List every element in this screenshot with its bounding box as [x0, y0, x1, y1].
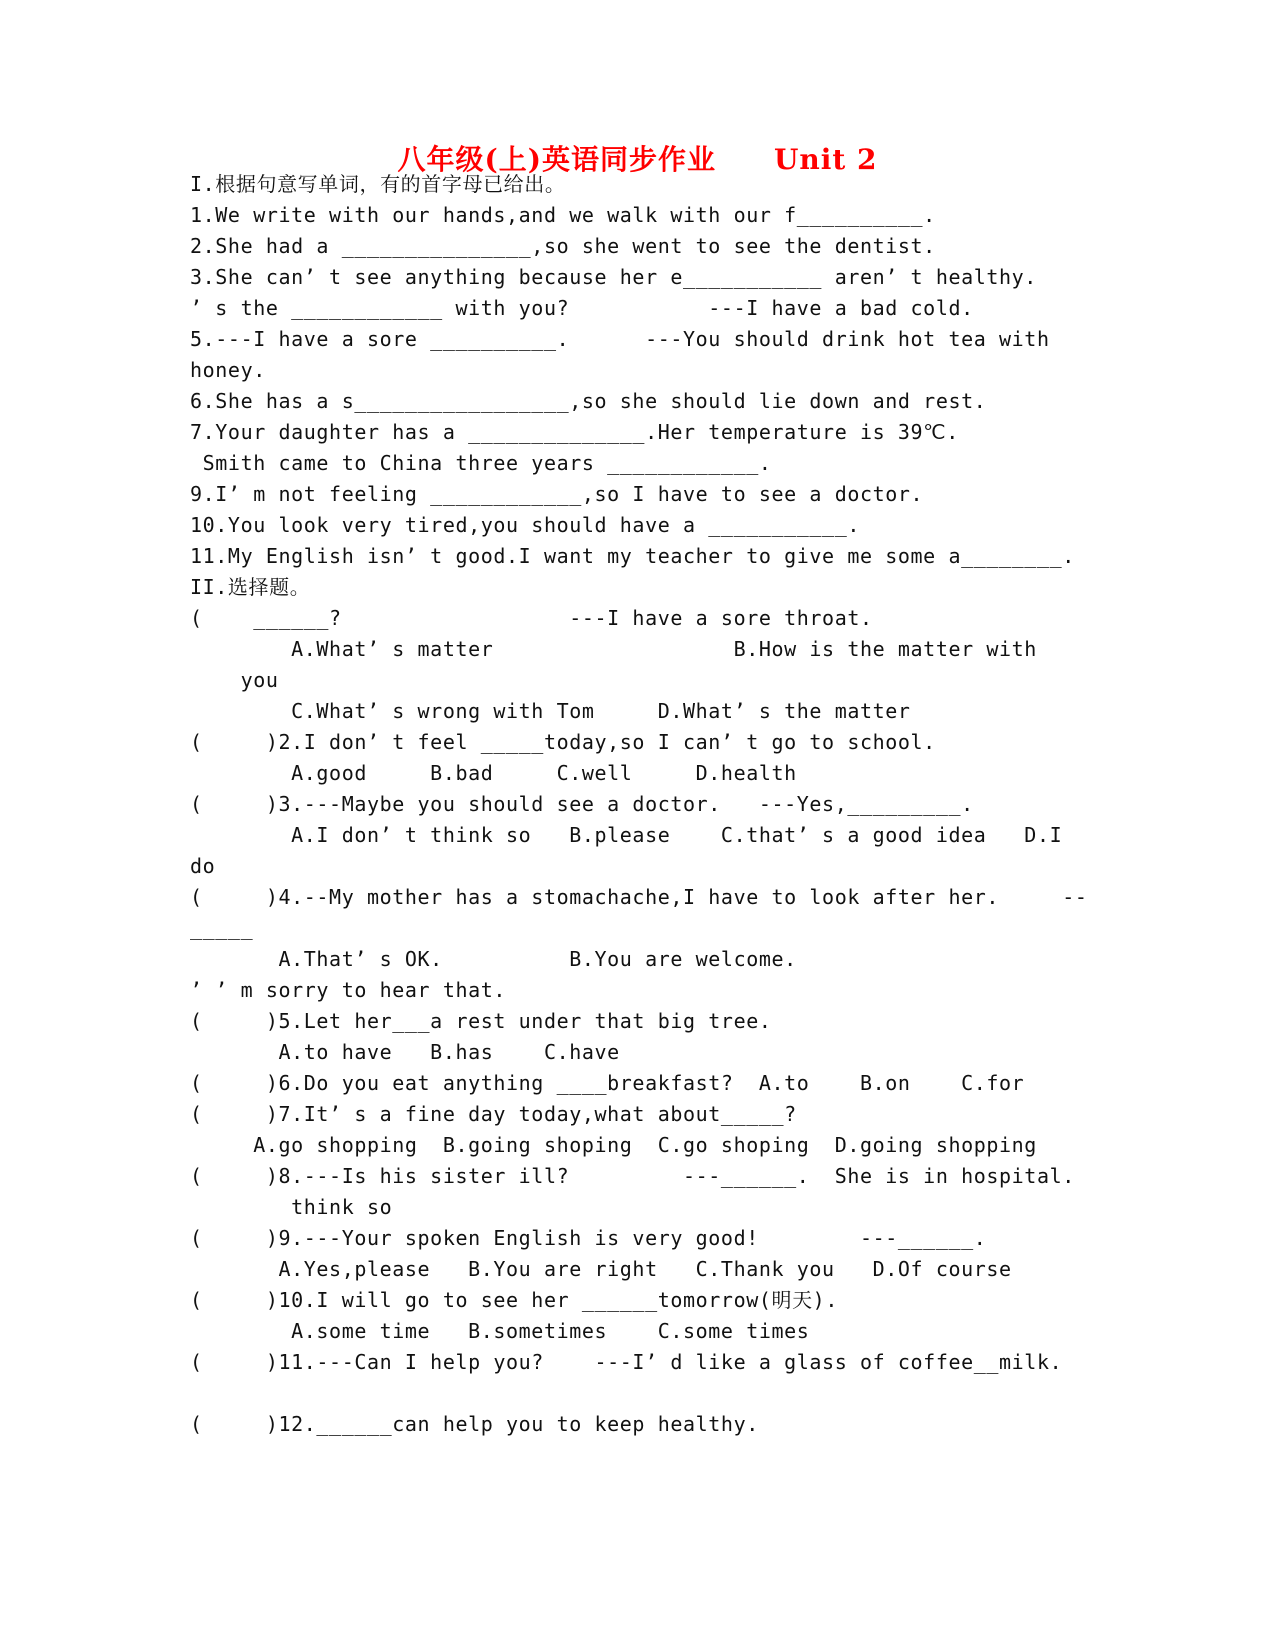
section2-line-9: do: [190, 854, 216, 878]
section2-line-26: ( )12.______can help you to keep healthy.: [190, 1412, 759, 1436]
section1-line-7: 7.Your daughter has a ______________.Her temperature is 39℃.: [190, 420, 959, 444]
section2-line-22: A.Yes,please B.You are right C.Thank you D.Of course: [190, 1257, 1012, 1281]
section2-line-12: A.That’ s OK. B.You are welcome.: [190, 947, 797, 971]
section2-line-5: ( )2.I don’ t feel _____today,so I can’ t go to school.: [190, 730, 936, 754]
section1-heading: I.根据句意写单词，有的首字母已给出。: [190, 172, 566, 196]
section2-line-3: you: [190, 668, 279, 692]
section2-line-11: _____: [190, 916, 254, 940]
section2-line-13: ’ ’ m sorry to hear that.: [190, 978, 507, 1002]
section2-line-16: ( )6.Do you eat anything ____breakfast? A.to B.on C.for: [190, 1071, 1025, 1095]
section2-line-23: ( )10.I will go to see her ______tomorrow(明天).: [190, 1288, 838, 1312]
section2-line-21: ( )9.---Your spoken English is very good! ---______.: [190, 1226, 987, 1250]
section2-heading: II.选择题。: [190, 575, 311, 599]
section1-line-5: 5.---I have a sore __________. ---You should drink hot tea with: [190, 327, 1050, 351]
title-unit: Unit 2: [773, 143, 878, 176]
section2-line-10: ( )4.--My mother has a stomachache,I have to look after her. --: [190, 885, 1088, 909]
section2-line-25: ( )11.---Can I help you? ---I’ d like a glass of coffee__milk.: [190, 1350, 1063, 1374]
section1-line-8: Smith came to China three years ____________.: [190, 451, 772, 475]
section1-line-3: 3.She can’ t see anything because her e___________ aren’ t healthy.: [190, 265, 1037, 289]
section2-line-18: A.go shopping B.going shoping C.go shoping D.going shopping: [190, 1133, 1037, 1157]
section2-line-6: A.good B.bad C.well D.health: [190, 761, 797, 785]
section1-line-9: 9.I’ m not feeling ____________,so I have to see a doctor.: [190, 482, 924, 506]
section2-line-20: think so: [190, 1195, 393, 1219]
section2-line-15: A.to have B.has C.have: [190, 1040, 620, 1064]
section1-line-10: 10.You look very tired,you should have a ___________.: [190, 513, 860, 537]
section1-line-4: ’ s the ____________ with you? ---I have a bad cold.: [190, 296, 974, 320]
title-main: 八年级(上)英语同步作业: [397, 143, 716, 176]
section2-line-1: ( ______? ---I have a sore throat.: [190, 606, 873, 630]
section2-line-19: ( )8.---Is his sister ill? ---______. She is in hospital.: [190, 1164, 1075, 1188]
section1-line-2: 2.She had a _______________,so she went to see the dentist.: [190, 234, 936, 258]
section2-line-17: ( )7.It’ s a fine day today,what about_____?: [190, 1102, 797, 1126]
section1-line-6: 6.She has a s_________________,so she should lie down and rest.: [190, 389, 987, 413]
section1-line-1: 1.We write with our hands,and we walk with our f__________.: [190, 203, 936, 227]
section1-line-11: 11.My English isn’ t good.I want my teacher to give me some a________.: [190, 544, 1075, 568]
section1-line-5-cont: honey.: [190, 358, 266, 382]
section2-line-7: ( )3.---Maybe you should see a doctor. ---Yes,_________.: [190, 792, 974, 816]
section2-line-4: C.What’ s wrong with Tom D.What’ s the matter: [190, 699, 911, 723]
section2-line-14: ( )5.Let her___a rest under that big tree.: [190, 1009, 772, 1033]
section2-line-8: A.I don’ t think so B.please C.that’ s a good idea D.I: [190, 823, 1063, 847]
section2-line-24: A.some time B.sometimes C.some times: [190, 1319, 810, 1343]
section2-line-2: A.What’ s matter B.How is the matter with: [190, 637, 1037, 661]
